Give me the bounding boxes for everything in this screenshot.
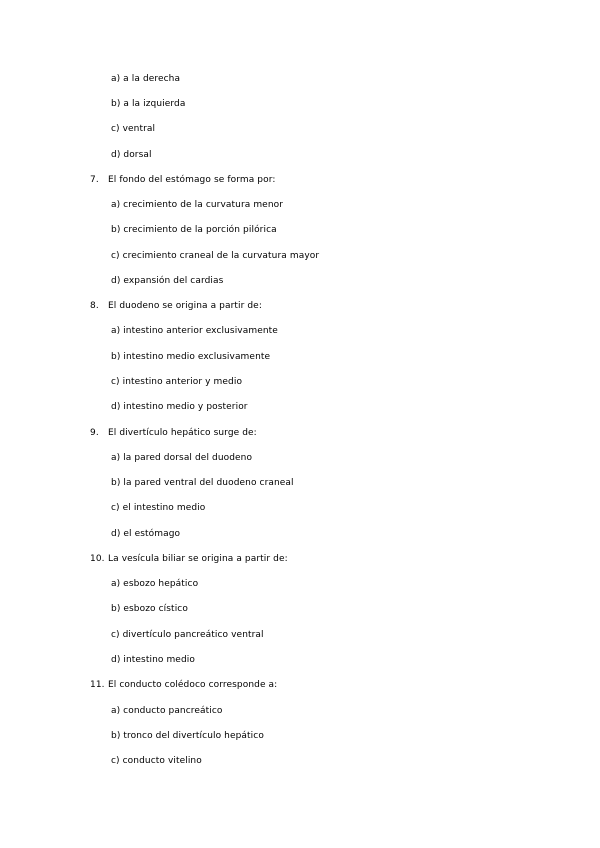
question-9-number: 9.	[90, 428, 99, 438]
option-top-d: d) dorsal	[111, 150, 152, 160]
question-10-number: 10.	[90, 554, 105, 564]
question-8-text: El duodeno se origina a partir de:	[108, 301, 262, 311]
option-top-c: c) ventral	[111, 124, 156, 134]
question-11-option-a: a) conducto pancreático	[111, 706, 223, 716]
question-9-option-b: b) la pared ventral del duodeno craneal	[111, 478, 294, 488]
question-7-option-c: c) crecimiento craneal de la curvatura mayor	[111, 251, 320, 261]
question-9-text: El divertículo hepático surge de:	[108, 428, 257, 438]
question-7-option-b: b) crecimiento de la porción pilórica	[111, 225, 277, 235]
question-11-number: 11.	[90, 680, 105, 690]
question-10-option-a: a) esbozo hepático	[111, 579, 199, 589]
question-11-option-b: b) tronco del divertículo hepático	[111, 731, 264, 741]
question-8-option-c: c) intestino anterior y medio	[111, 377, 243, 387]
question-7-number: 7.	[90, 175, 99, 185]
question-7-option-d: d) expansión del cardias	[111, 276, 224, 286]
question-10-option-c: c) divertículo pancreático ventral	[111, 630, 264, 640]
question-7-option-a: a) crecimiento de la curvatura menor	[111, 200, 284, 210]
question-9-option-a: a) la pared dorsal del duodeno	[111, 453, 253, 463]
question-8-option-d: d) intestino medio y posterior	[111, 402, 248, 412]
question-8-option-a: a) intestino anterior exclusivamente	[111, 326, 278, 336]
question-10-option-b: b) esbozo cístico	[111, 604, 188, 614]
question-10-option-d: d) intestino medio	[111, 655, 195, 665]
question-10-text: La vesícula biliar se origina a partir de:	[108, 554, 288, 564]
option-top-a: a) a la derecha	[111, 74, 181, 84]
question-8-option-b: b) intestino medio exclusivamente	[111, 352, 271, 362]
question-9-option-d: d) el estómago	[111, 529, 181, 539]
question-7-text: El fondo del estómago se forma por:	[108, 175, 276, 185]
option-top-b: b) a la izquierda	[111, 99, 186, 109]
question-9-option-c: c) el intestino medio	[111, 503, 206, 513]
question-11-text: El conducto colédoco corresponde a:	[108, 680, 278, 690]
question-11-option-c: c) conducto vitelino	[111, 756, 202, 766]
question-8-number: 8.	[90, 301, 99, 311]
